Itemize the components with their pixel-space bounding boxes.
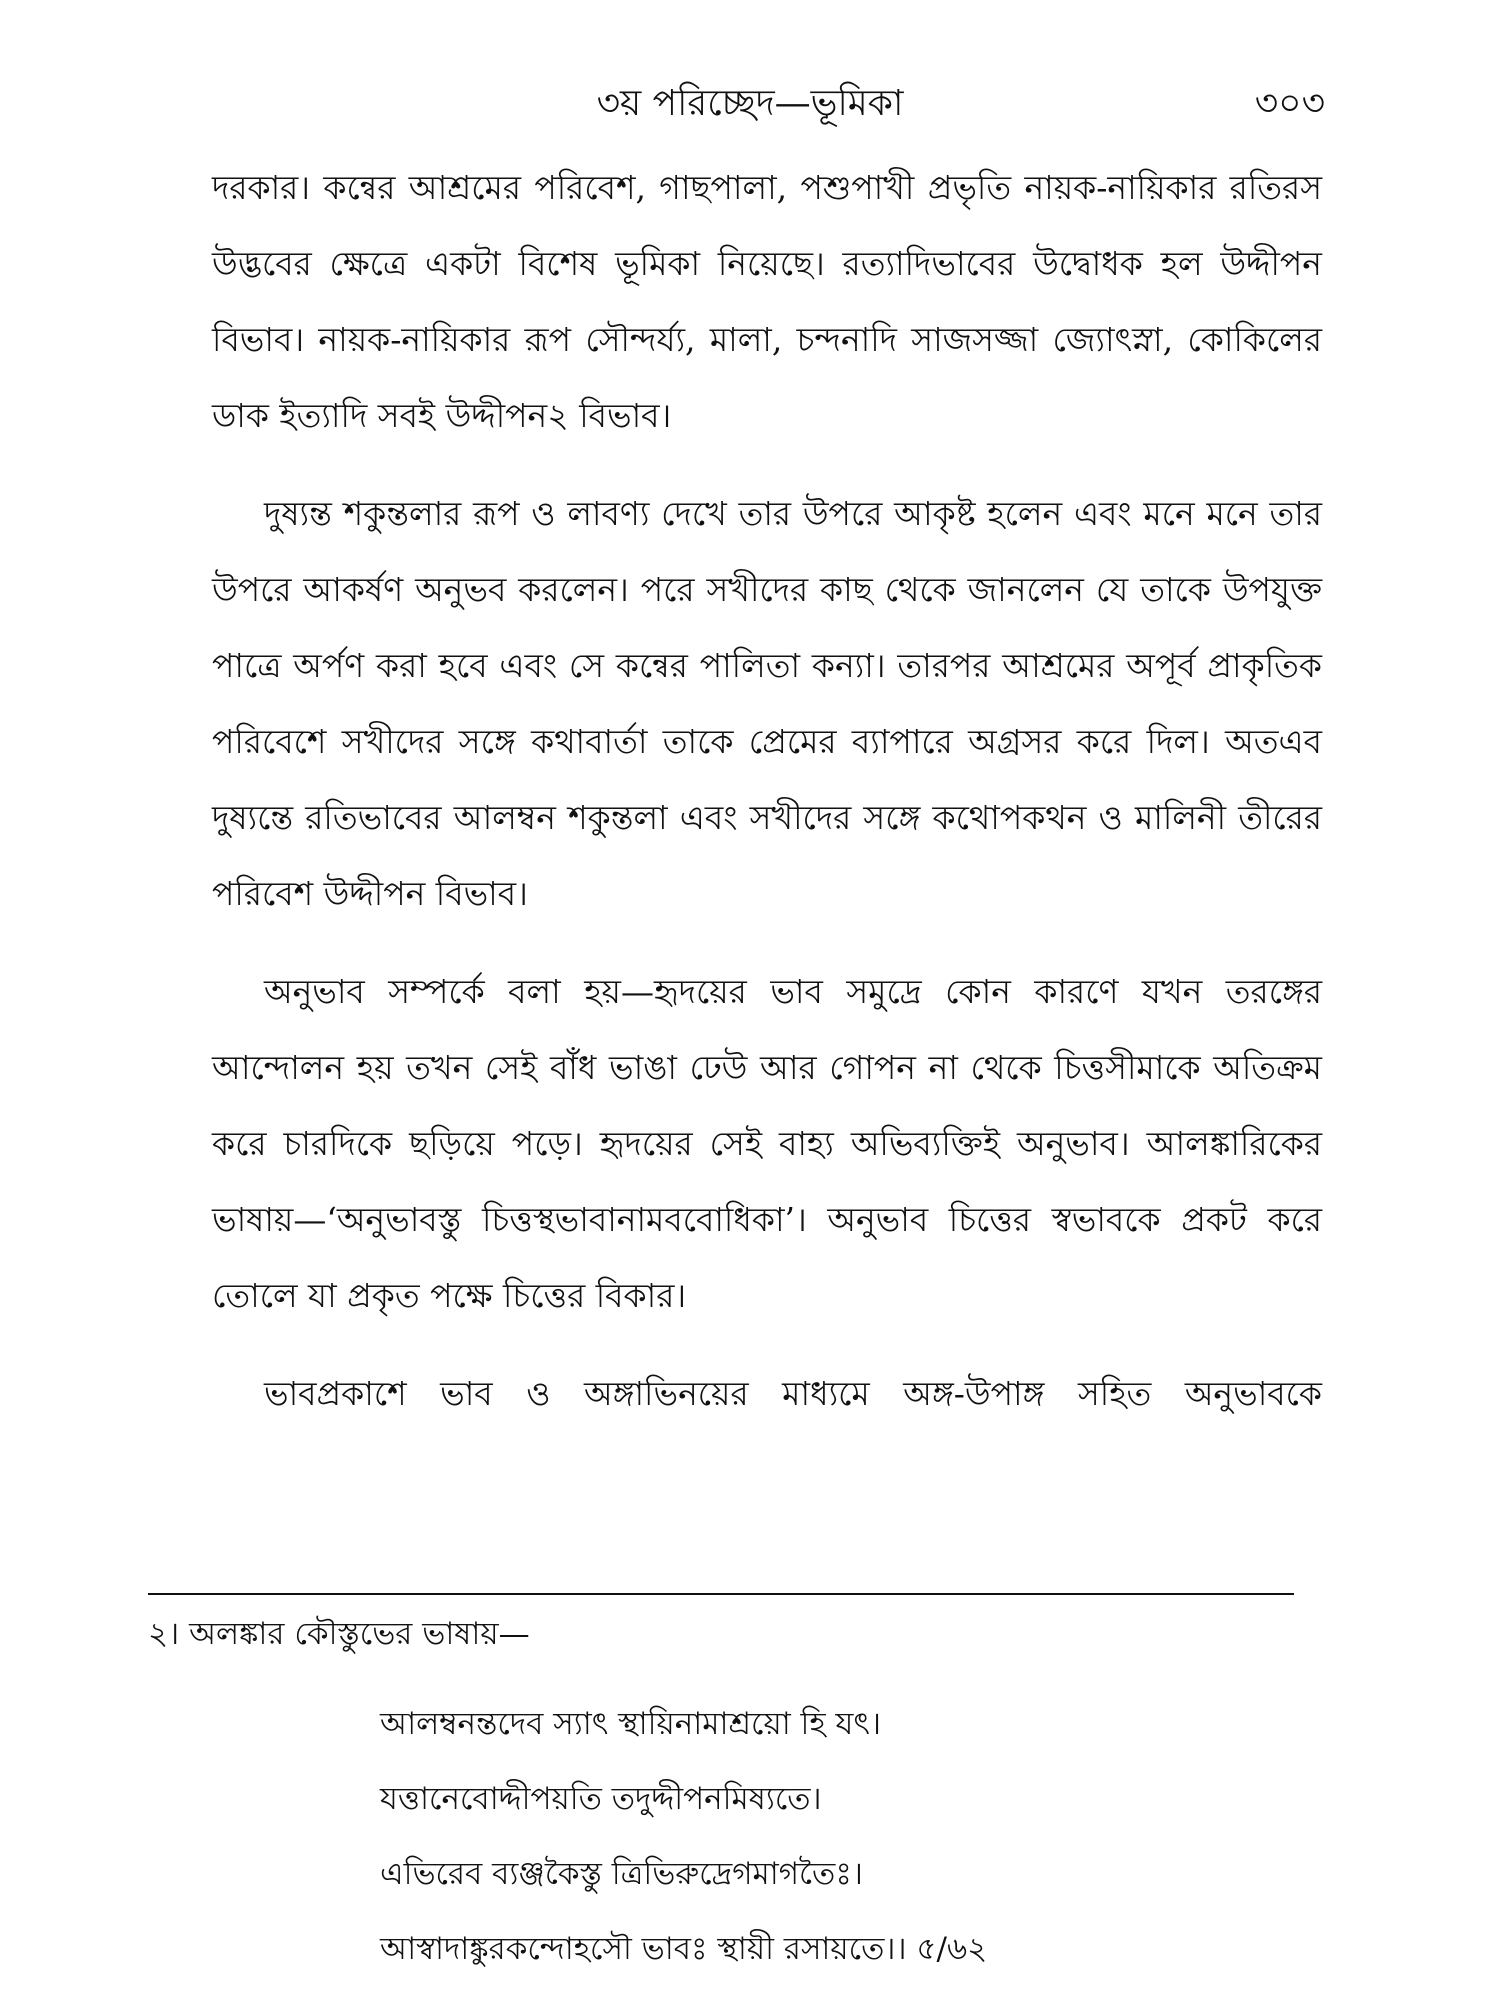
paragraph-2: দুষ্যন্ত শকুন্তলার রূপ ও লাবণ্য দেখে তার উপরে আকৃষ্ট হলেন এবং মনে মনে তার উপরে আকর্ষণ অনুভব করলেন। পরে সখীদের কাছ থেকে জানলেন যে তাকে উপযুক্ত পাত্রে অর্পণ করা হবে এবং সে কন্বের পালিতা কন্যা। তারপর আশ্রমের অপূর্ব প্রাকৃতিক পরিবেশে সখীদের সঙ্গে কথাবার্তা তাকে প্রেমের ব্যাপারে অগ্রসর করে দিল। অতএব দুষ্যন্তে রতিভাবের আলম্বন শকুন্তলা এবং সখীদের সঙ্গে কথোপকথন ও মালিনী তীরের পরিবেশ উদ্দীপন বিভাব। <box>212 494 1322 913</box>
body-text <box>212 150 1322 1454</box>
footnote-verse-2: যত্তানেবোদ্দীপয়তি তদুদ্দীপনমিষ্যতে। <box>380 1781 822 1817</box>
footnote-heading: ২। অলঙ্কার কৌস্তুভের ভাষায়— <box>148 1616 530 1652</box>
footnote-verse-1: আলম্বনন্তদেব স্যাৎ স্থায়িনামাশ্রয়ো হি যৎ। <box>380 1706 882 1742</box>
page-number: ৩০৩ <box>1254 83 1325 124</box>
footnote <box>148 1603 1348 1967</box>
paragraph-4: ভাবপ্রকাশে ভাব ও অঙ্গাভিনয়ের মাধ্যমে অঙ্গ-উপাঙ্গ সহিত অনুভাবকে <box>264 1374 1322 1413</box>
paragraph-1: দরকার। কন্বের আশ্রমের পরিবেশ, গাছপালা, পশুপাখী প্রভৃতি নায়ক-নায়িকার রতিরস উদ্ভবের ক্ষেত্রে একটা বিশেষ ভূমিকা নিয়েছে। রত্যাদিভাবের উদ্বোধক হল উদ্দীপন বিভাব। নায়ক-নায়িকার রূপ সৌন্দর্য্য, মালা, চন্দনাদি সাজসজ্জা জ্যোৎস্না, কোকিলের ডাক ইত্যাদি সবই উদ্দীপন২ বিভাব। <box>212 168 1322 435</box>
running-head: ৩য় পরিচ্ছেদ—ভূমিকা <box>596 83 904 124</box>
paragraph-3: অনুভাব সম্পর্কে বলা হয়—হৃদয়ের ভাব সমুদ্রে কোন কারণে যখন তরঙ্গের আন্দোলন হয় তখন সেই বাঁধ ভাঙা ঢেউ আর গোপন না থেকে চিত্তসীমাকে অতিক্রম করে চারদিকে ছড়িয়ে পড়ে। হৃদয়ের সেই বাহ্য অভিব্যক্তিই অনুভাব। আলঙ্কারিকের ভাষায়—‘অনুভাবস্তু চিত্তস্থভাবানামববোধিকা’। অনুভাব চিত্তের স্বভাবকে প্রকট করে তোলে যা প্রকৃত পক্ষে চিত্তের বিকার। <box>212 972 1322 1315</box>
footnote-rule <box>148 1593 1294 1595</box>
footnote-verse-4: আস্বাদাঙ্কুরকন্দোহসৌ ভাবঃ স্থায়ী রসায়তে।। ৫/৬২ <box>380 1931 988 1967</box>
page-header <box>0 68 1500 128</box>
footnote-verse-3: এভিরেব ব্যঞ্জকৈস্তু ত্রিভিরুদ্রেগমাগতৈঃ। <box>380 1856 863 1892</box>
